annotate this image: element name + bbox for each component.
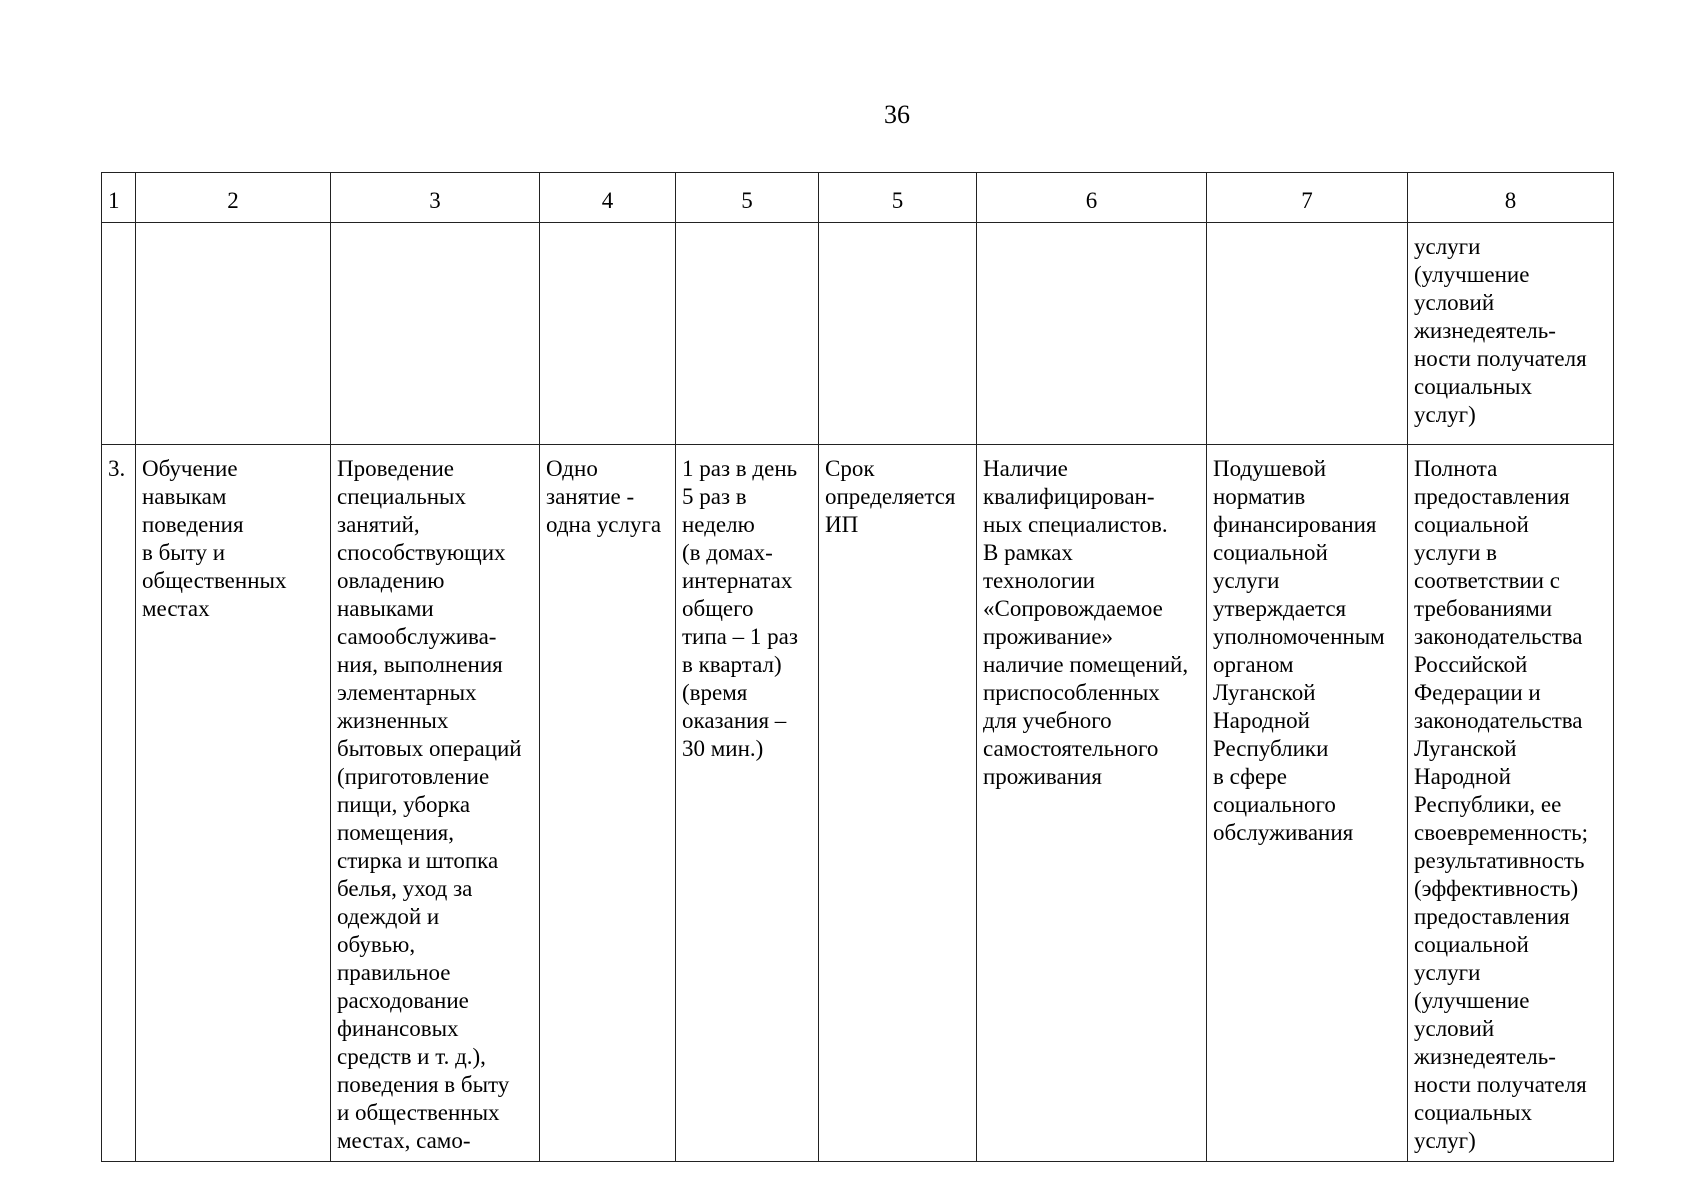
quality-criteria-cell: услуги (улучшение условий жизнедеятель- ности получателя социальных услуг) [1408, 223, 1614, 445]
table-cell [819, 223, 977, 445]
table-cell [331, 223, 540, 445]
table-row [102, 445, 1614, 1162]
term-cell: Срок определяется ИП [819, 445, 977, 1162]
header-cell: 8 [1408, 173, 1614, 223]
table-cell [136, 223, 331, 445]
header-cell: 5 [676, 173, 819, 223]
table-cell [540, 223, 676, 445]
service-description-cell: Проведение специальных занятий, способствующих овладению навыками самообслужива- ния, выполнения элементарных жизненных бытовых операций (приготовление пищи, уборка помещения, стирка и штопка белья, уход за одеждой и обувью, правильное расходование финансовых средств и т. д.), поведения в быту и общественных местах, само- [331, 445, 540, 1162]
services-table [101, 172, 1614, 1162]
unit-cell: Одно занятие - одна услуга [540, 445, 676, 1162]
financing-cell: Подушевой норматив финансирования социальной услуги утверждается уполномоченным органом Луганской Народной Республики в сфере социального обслуживания [1207, 445, 1408, 1162]
service-name-cell: Обучение навыкам поведения в быту и общественных местах [136, 445, 331, 1162]
conditions-cell: Наличие квалифицирован- ных специалистов. В рамках технологии «Сопровождаемое проживание» наличие помещений, приспособленных для учебного самостоятельного проживания [977, 445, 1207, 1162]
header-cell: 4 [540, 173, 676, 223]
header-cell: 6 [977, 173, 1207, 223]
header-cell: 5 [819, 173, 977, 223]
table-row [102, 223, 1614, 445]
table-cell [1207, 223, 1408, 445]
table-cell [676, 223, 819, 445]
row-number-cell: 3. [102, 445, 136, 1162]
header-cell: 3 [331, 173, 540, 223]
header-cell: 2 [136, 173, 331, 223]
page-number: 36 [884, 100, 910, 129]
frequency-cell: 1 раз в день 5 раз в неделю (в домах- интернатах общего типа – 1 раз в квартал) (время оказания – 30 мин.) [676, 445, 819, 1162]
table-cell [102, 223, 136, 445]
table-header-row [102, 173, 1614, 223]
quality-criteria-cell: Полнота предоставления социальной услуги в соответствии с требованиями законодательства Российской Федерации и законодательства Луганской Народной Республики, ее своевременность; результативность (эффективность) предоставления социальной услуги (улучшение условий жизнедеятель- ности получателя социальных услуг) [1408, 445, 1614, 1162]
header-cell: 1 [102, 173, 136, 223]
header-cell: 7 [1207, 173, 1408, 223]
table-cell [977, 223, 1207, 445]
